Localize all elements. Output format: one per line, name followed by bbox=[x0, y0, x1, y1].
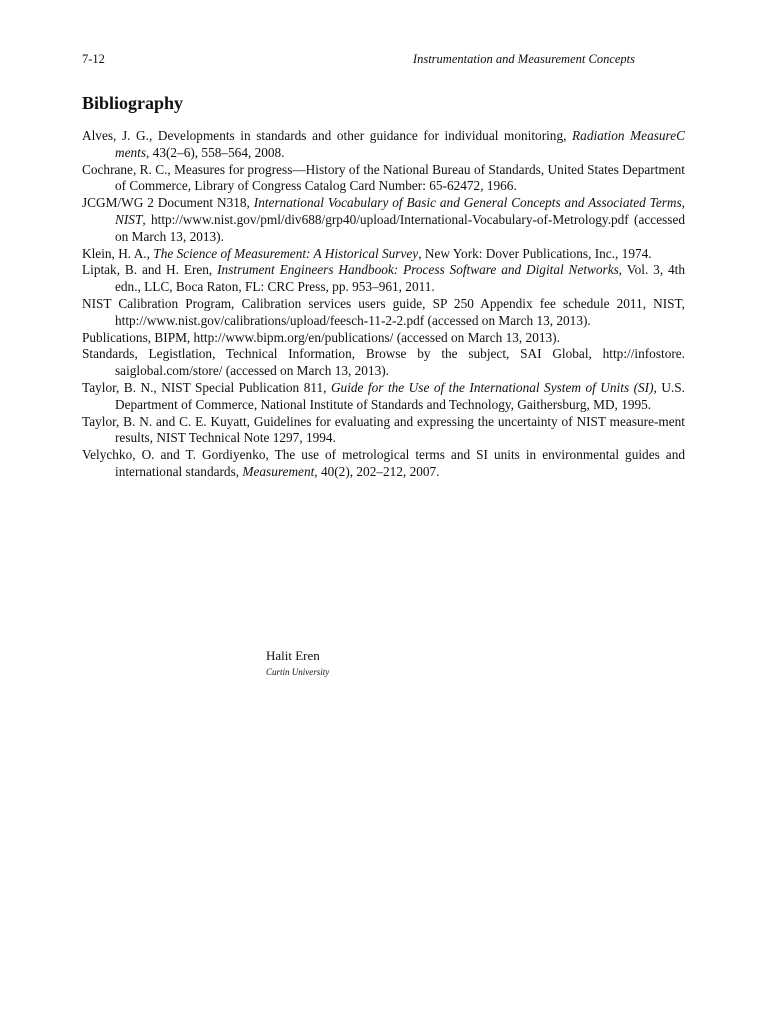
section-title: Bibliography bbox=[82, 93, 184, 113]
reference-item: Velychko, O. and T. Gordiyenko, The use of metrological terms and SI units in environmental guides and international standards, Measurement, 40(2), 202–212, 2007. bbox=[82, 447, 685, 479]
author-name: Halit Eren bbox=[266, 648, 320, 663]
reference-item: Liptak, B. and H. Eren, Instrument Engineers Handbook: Process Software and Digital Networks, Vol. 3, 4th edn., LLC, Boca Raton, FL: CRC Press, pp. 953–961, 2011. bbox=[82, 262, 686, 295]
author-affiliation: Curtin University bbox=[266, 667, 330, 677]
reference-item: Standards, Legistlation, Technical Information, Browse by the subject, SAI Global, http://infostore. saiglobal.com/store/ (accessed on March 13, 2013). bbox=[82, 346, 685, 379]
page-header bbox=[82, 52, 635, 67]
page-number: 7-12 bbox=[82, 52, 105, 66]
reference-list bbox=[82, 128, 685, 481]
reference-item: NIST Calibration Program, Calibration services users guide, SP 250 Appendix fee schedule 2011, NIST, http://www.nist.gov/calibrations/upload/feesch-11-2-2.pdf (accessed on March 13, 2013). bbox=[82, 295, 685, 328]
reference-item: JCGM/WG 2 Document N318, International Vocabulary of Basic and General Concepts and Associated Terms, NIST, http://www.nist.gov/pml/div688/grp40/upload/International-Vocabulary-of-Metrology.pdf (accessed on March 13, 2013). bbox=[82, 195, 685, 244]
running-title: Instrumentation and Measurement Concepts bbox=[412, 52, 635, 66]
reference-item: Cochrane, R. C., Measures for progress—History of the National Bureau of Standards, United States Department of Commerce, Library of Congress Catalog Card Number: 65-62472, 1966. bbox=[82, 161, 685, 194]
reference-item: Klein, H. A., The Science of Measurement: A Historical Survey, New York: Dover Publications, Inc., 1974. bbox=[82, 245, 652, 261]
reference-item: Taylor, B. N. and C. E. Kuyatt, Guidelines for evaluating and expressing the uncertainty of NIST measure-ment results, NIST Technical Note 1297, 1994. bbox=[82, 413, 685, 446]
reference-item: Alves, J. G., Developments in standards and other guidance for individual monitoring, Radiation MeasureC ments, 43(2–6), 558–564, 2008. bbox=[82, 128, 685, 160]
reference-item: Taylor, B. N., NIST Special Publication 811, Guide for the Use of the International System of Units (SI), U.S. Department of Commerce, National Institute of Standards and Technology, Gaithersburg, MD, 1995. bbox=[82, 379, 686, 412]
reference-item: Publications, BIPM, http://www.bipm.org/en/publications/ (accessed on March 13, 2013). bbox=[82, 329, 560, 345]
author-block bbox=[266, 648, 329, 677]
